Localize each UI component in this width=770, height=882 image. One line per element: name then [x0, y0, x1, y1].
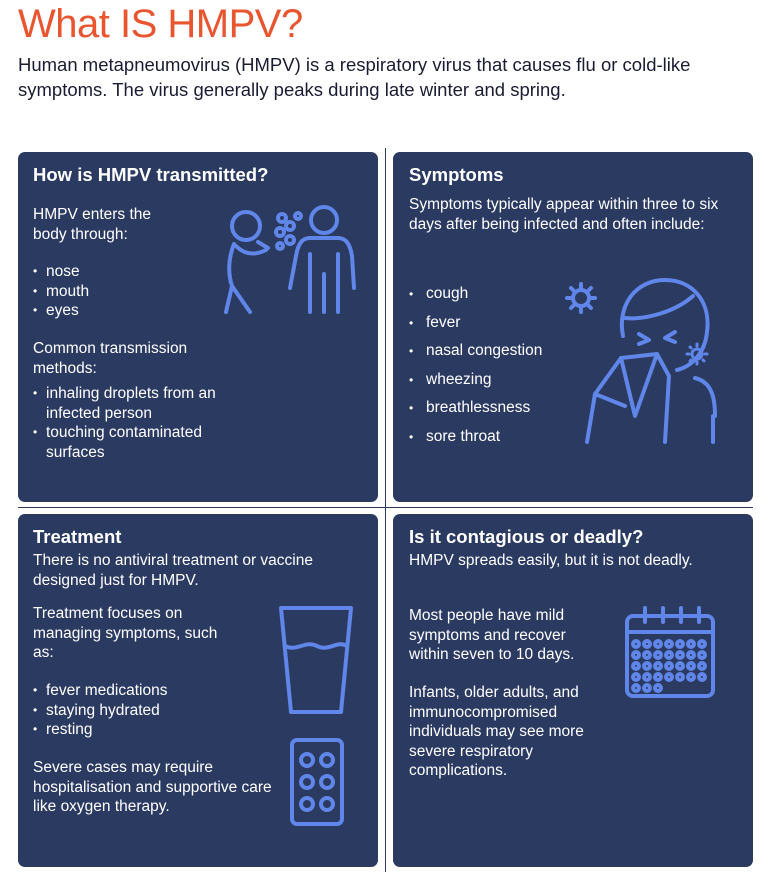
list-item: • nose — [33, 262, 89, 282]
calendar-icon — [623, 604, 719, 702]
treatment-card — [18, 514, 378, 867]
list-item: • inhaling droplets from an infected person — [33, 384, 228, 423]
vertical-divider — [385, 148, 386, 872]
transmission-heading: How is HMPV transmitted? — [33, 164, 269, 185]
page-title: What IS HMPV? — [18, 2, 303, 46]
list-item: • nasal congestion — [409, 337, 542, 366]
contagious-mild-text: Most people have mild symptoms and recover within seven to 10 days. — [409, 607, 575, 663]
pill-blister-icon — [288, 736, 346, 828]
symptoms-card — [393, 152, 753, 502]
list-item: • eyes — [33, 301, 89, 321]
treatment-intro: There is no antiviral treatment or vaccine designed just for HMPV. — [33, 552, 313, 589]
horizontal-divider — [18, 507, 753, 508]
list-item: • staying hydrated — [33, 701, 167, 721]
list-item: • fever — [409, 309, 542, 338]
contagious-intro: HMPV spreads easily, but it is not deadly. — [409, 552, 693, 569]
transmission-enters-text: HMPV enters the body through: — [33, 206, 152, 243]
list-item: • wheezing — [409, 366, 542, 395]
entry-points-list — [33, 262, 89, 321]
list-item: • mouth — [33, 282, 89, 302]
symptoms-heading: Symptoms — [409, 164, 504, 185]
transmission-card — [18, 152, 378, 502]
treatment-heading: Treatment — [33, 526, 122, 547]
transmission-methods-text: Common transmission methods: — [33, 340, 188, 377]
sneezing-person-icon — [565, 266, 745, 450]
symptoms-intro: Symptoms typically appear within three to six days after being infected and often include: — [409, 196, 719, 233]
symptoms-list — [409, 280, 542, 451]
list-item: • sore throat — [409, 423, 542, 452]
contagious-card — [393, 514, 753, 867]
list-item: • resting — [33, 720, 167, 740]
list-item: • touching contaminated surfaces — [33, 423, 228, 462]
intro-text: Human metapneumovirus (HMPV) is a respiratory virus that causes flu or cold-like symptoms. The virus generally peaks during late winter and spring. — [18, 54, 691, 100]
treatment-severe-text: Severe cases may require hospitalisation and supportive care like oxygen therapy. — [33, 759, 272, 815]
list-item: • breathlessness — [409, 394, 542, 423]
list-item: • cough — [409, 280, 542, 309]
contagious-heading: Is it contagious or deadly? — [409, 526, 644, 547]
people-spreading-virus-icon — [214, 204, 360, 316]
contagious-risk-text: Infants, older adults, and immunocompromised individuals may see more severe respiratory complications. — [409, 684, 584, 779]
treatment-list — [33, 681, 167, 740]
list-item: • fever medications — [33, 681, 167, 701]
transmission-methods-list — [33, 384, 228, 462]
water-glass-icon — [273, 600, 359, 720]
treatment-focus-text: Treatment focuses on managing symptoms, such as: — [33, 605, 218, 661]
